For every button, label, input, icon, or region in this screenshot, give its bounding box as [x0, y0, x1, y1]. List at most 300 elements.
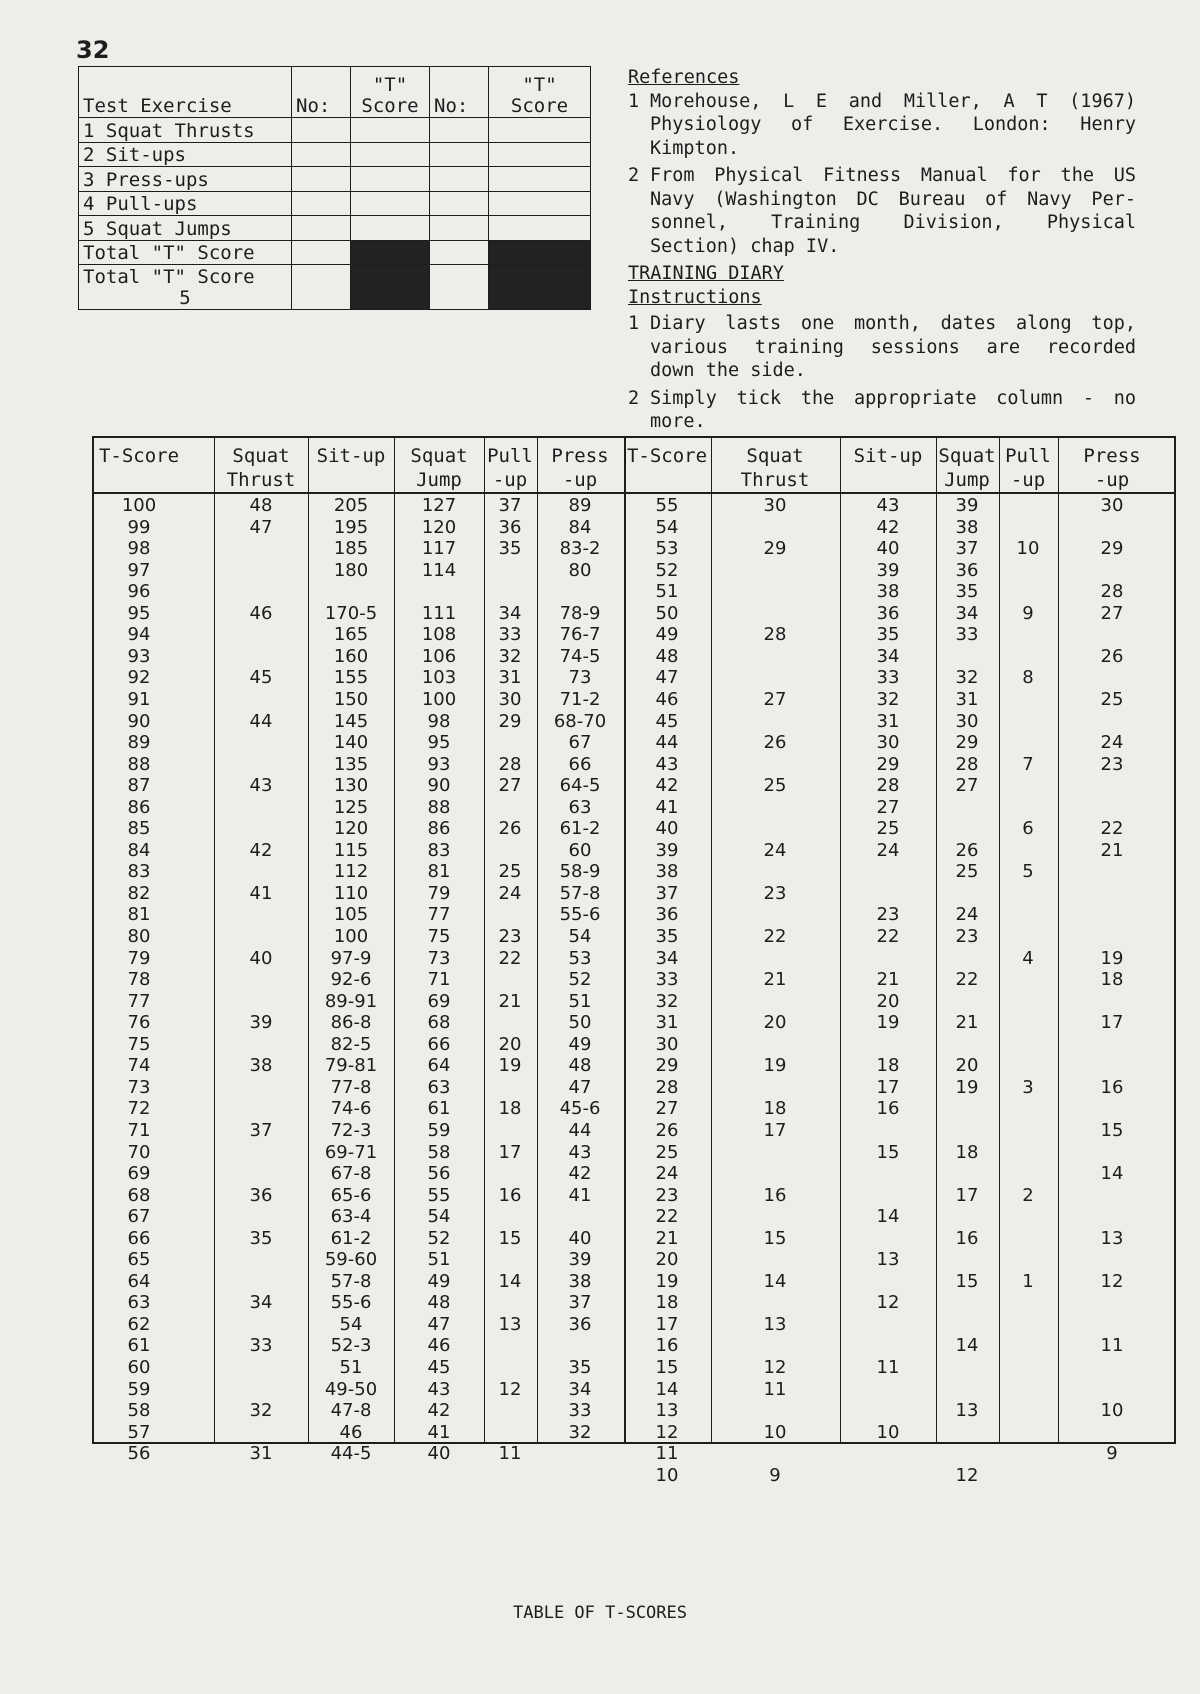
left-cell-squat-jump: 54: [427, 1206, 451, 1228]
right-cell-press-up: 24: [1100, 732, 1124, 754]
left-cell-squat-thrust: 35: [249, 1227, 273, 1249]
right-cell-squat-jump: 12: [955, 1464, 979, 1486]
left-cell-squat-thrust: 37: [249, 1119, 273, 1141]
right-cell-squat-jump: 27: [955, 775, 979, 797]
right-cell-sit-up: 15: [876, 1141, 900, 1163]
left-cell-pull-up: 13: [498, 1313, 522, 1335]
right-cell-pull-up: 9: [1022, 602, 1034, 624]
left-cell-sit-up: 125: [333, 796, 369, 818]
right-cell-sit-up: 23: [876, 904, 900, 926]
right-cell-sit-up: 28: [876, 775, 900, 797]
right-cell-squat-jump: 13: [955, 1400, 979, 1422]
left-cell-sit-up: 44-5: [330, 1443, 372, 1465]
right-cell-t-score: 31: [655, 1012, 679, 1034]
right-cell-squat-thrust: 15: [763, 1227, 787, 1249]
left-cell-t-score: 72: [127, 1098, 151, 1120]
header-no-2: No:: [430, 67, 489, 118]
right-cell-t-score: 54: [655, 516, 679, 538]
reference-2-line: Navy (Washington DC Bureau of Navy Per-: [650, 188, 1136, 210]
left-cell-press-up: 47: [568, 1076, 592, 1098]
reference-1-line: Kimpton.: [650, 137, 740, 159]
right-cell-press-up: 9: [1106, 1443, 1118, 1465]
left-cell-press-up: 57-8: [559, 882, 601, 904]
references-section: References 1 Morehouse, L E and Miller, A T (1967) Physiology of Exercise. London: Henry Kimpton. 2 From Physical Fitness Manual for the US Navy (Washington DC Bureau of Navy Per- sonnel, Training Division, Physical Section) chap IV. TRAINING DIARY Instructions 1 Diary lasts one month, dates along top, various training sessions are recorded down the side. 2 Simply tick the appropriate column - no more.: [628, 67, 1136, 432]
left-cell-t-score: 94: [127, 624, 151, 646]
right-cell-squat-thrust: 23: [763, 882, 787, 904]
left-cell-sit-up: 63-4: [330, 1206, 372, 1228]
left-cell-squat-jump: 108: [421, 624, 457, 646]
right-cell-pull-up: 10: [1016, 538, 1040, 560]
left-cell-sit-up: 46: [339, 1421, 363, 1443]
left-cell-pull-up: 31: [498, 667, 522, 689]
left-cell-sit-up: 47-8: [330, 1400, 372, 1422]
left-cell-t-score: 73: [127, 1076, 151, 1098]
left-cell-squat-jump: 71: [427, 969, 451, 991]
left-cell-press-up: 39: [568, 1249, 592, 1271]
left-cell-press-up: 50: [568, 1012, 592, 1034]
left-cell-press-up: 60: [568, 839, 592, 861]
table-caption: TABLE OF T-SCORES: [513, 1603, 687, 1623]
right-cell-sit-up: 14: [876, 1206, 900, 1228]
left-cell-sit-up: 145: [333, 710, 369, 732]
right-cell-press-up: 19: [1100, 947, 1124, 969]
left-cell-squat-jump: 93: [427, 753, 451, 775]
left-cell-sit-up: 120: [333, 818, 369, 840]
header-t-score-2: "T" Score: [489, 67, 591, 118]
right-cell-sit-up: 12: [876, 1292, 900, 1314]
left-cell-sit-up: 105: [333, 904, 369, 926]
references-heading: References: [628, 67, 740, 88]
left-cell-pull-up: 21: [498, 990, 522, 1012]
instructions-heading: Instructions: [628, 286, 762, 308]
right-cell-t-score: 43: [655, 753, 679, 775]
row-sit-ups: 2 Sit-ups: [79, 142, 292, 167]
right-cell-squat-jump: 33: [955, 624, 979, 646]
left-header-squat-jump: Squat Jump: [410, 445, 468, 491]
left-cell-t-score: 80: [127, 926, 151, 947]
left-cell-sit-up: 205: [333, 495, 369, 516]
right-cell-t-score: 40: [655, 818, 679, 840]
right-cell-pull-up: 1: [1022, 1270, 1034, 1292]
right-cell-squat-jump: 31: [955, 688, 979, 710]
left-cell-press-up: 34: [568, 1378, 592, 1400]
left-cell-press-up: 84: [568, 516, 592, 538]
left-cell-pull-up: 14: [498, 1270, 522, 1292]
right-cell-sit-up: 29: [876, 753, 900, 775]
left-cell-squat-jump: 40: [427, 1443, 451, 1465]
left-cell-press-up: 37: [568, 1292, 592, 1314]
right-cell-squat-jump: 30: [955, 710, 979, 732]
right-cell-squat-thrust: 12: [763, 1357, 787, 1378]
left-cell-t-score: 59: [127, 1378, 151, 1400]
left-cell-t-score: 89: [127, 732, 151, 754]
left-cell-press-up: 80: [568, 559, 592, 581]
right-cell-sit-up: 20: [876, 990, 900, 1012]
left-cell-press-up: 40: [568, 1227, 592, 1249]
left-cell-pull-up: 27: [498, 775, 522, 797]
score-record-table: [78, 66, 591, 310]
right-cell-sit-up: 21: [876, 969, 900, 991]
left-cell-sit-up: 79-81: [324, 1055, 378, 1077]
blacked-out-cell: [489, 240, 591, 265]
left-cell-pull-up: 36: [498, 516, 522, 538]
left-cell-sit-up: 135: [333, 753, 369, 775]
right-header-squat-jump: Squat Jump: [938, 445, 996, 491]
right-cell-squat-jump: 24: [955, 904, 979, 926]
right-cell-pull-up: 2: [1022, 1184, 1034, 1206]
left-cell-squat-thrust: 46: [249, 602, 273, 624]
right-cell-squat-thrust: 17: [763, 1119, 787, 1141]
left-cell-press-up: 36: [568, 1313, 592, 1335]
right-cell-t-score: 27: [655, 1098, 679, 1120]
left-cell-squat-thrust: 34: [249, 1292, 273, 1314]
left-cell-squat-jump: 73: [427, 947, 451, 969]
left-cell-t-score: 84: [127, 839, 151, 861]
diary-instruction-2: Simply tick the appropriate column - no: [650, 387, 1136, 409]
left-cell-sit-up: 52-3: [330, 1335, 372, 1357]
left-cell-squat-jump: 88: [427, 796, 451, 818]
left-cell-sit-up: 82-5: [330, 1033, 372, 1055]
left-header-squat-thrust: Squat Thrust: [226, 445, 296, 491]
right-cell-sit-up: 35: [876, 624, 900, 646]
right-cell-t-score: 32: [655, 990, 679, 1012]
left-cell-sit-up: 77-8: [330, 1076, 372, 1098]
left-cell-squat-thrust: 41: [249, 882, 273, 904]
right-cell-press-up: 21: [1100, 839, 1124, 861]
right-cell-t-score: 35: [655, 926, 679, 947]
left-cell-sit-up: 92-6: [330, 969, 372, 991]
left-cell-pull-up: 15: [498, 1227, 522, 1249]
left-header-press-up: Press -up: [551, 445, 609, 491]
left-cell-press-up: 45-6: [559, 1098, 601, 1120]
right-cell-squat-jump: 37: [955, 538, 979, 560]
left-cell-sit-up: 170-5: [324, 602, 378, 624]
left-cell-sit-up: 160: [333, 645, 369, 667]
left-cell-t-score: 83: [127, 861, 151, 883]
row-press-ups: 3 Press-ups: [79, 167, 292, 192]
right-cell-t-score: 44: [655, 732, 679, 754]
left-cell-squat-thrust: 36: [249, 1184, 273, 1206]
right-cell-t-score: 52: [655, 559, 679, 581]
right-cell-t-score: 38: [655, 861, 679, 883]
left-cell-press-up: 71-2: [559, 688, 601, 710]
left-cell-pull-up: 28: [498, 753, 522, 775]
right-cell-squat-jump: 39: [955, 495, 979, 516]
left-cell-squat-jump: 81: [427, 861, 451, 883]
right-cell-squat-jump: 18: [955, 1141, 979, 1163]
left-cell-t-score: 57: [127, 1421, 151, 1443]
left-cell-sit-up: 180: [333, 559, 369, 581]
left-cell-press-up: 53: [568, 947, 592, 969]
right-cell-squat-jump: 23: [955, 926, 979, 947]
left-cell-t-score: 99: [127, 516, 151, 538]
right-cell-t-score: 13: [655, 1400, 679, 1422]
training-diary-heading: TRAINING DIARY: [628, 263, 784, 284]
left-cell-squat-thrust: 42: [249, 839, 273, 861]
right-cell-sit-up: 24: [876, 839, 900, 861]
right-cell-t-score: 26: [655, 1119, 679, 1141]
left-cell-squat-jump: 58: [427, 1141, 451, 1163]
right-cell-press-up: 30: [1100, 495, 1124, 516]
right-cell-t-score: 16: [655, 1335, 679, 1357]
left-cell-squat-jump: 79: [427, 882, 451, 904]
right-cell-t-score: 33: [655, 969, 679, 991]
right-cell-squat-thrust: 10: [763, 1421, 787, 1443]
right-cell-press-up: 25: [1100, 688, 1124, 710]
left-cell-press-up: 44: [568, 1119, 592, 1141]
left-cell-press-up: 76-7: [559, 624, 601, 646]
right-cell-t-score: 49: [655, 624, 679, 646]
left-cell-t-score: 88: [127, 753, 151, 775]
left-header-sit-up: Sit-up: [316, 445, 386, 467]
left-cell-sit-up: 72-3: [330, 1119, 372, 1141]
left-cell-squat-thrust: 48: [249, 495, 273, 516]
left-cell-t-score: 74: [127, 1055, 151, 1077]
right-cell-t-score: 15: [655, 1357, 679, 1378]
right-cell-t-score: 50: [655, 602, 679, 624]
header-test-exercise: Test Exercise: [79, 67, 292, 118]
blacked-out-cell: [489, 265, 591, 310]
reference-2-line: From Physical Fitness Manual for the US: [650, 165, 1136, 186]
left-cell-t-score: 96: [127, 581, 151, 603]
left-cell-pull-up: 17: [498, 1141, 522, 1163]
left-cell-t-score: 71: [127, 1119, 151, 1141]
right-cell-sit-up: 43: [876, 495, 900, 516]
left-cell-press-up: 54: [568, 926, 592, 947]
left-cell-sit-up: 165: [333, 624, 369, 646]
right-cell-pull-up: 8: [1022, 667, 1034, 689]
left-cell-squat-thrust: 32: [249, 1400, 273, 1422]
right-cell-sit-up: 27: [876, 796, 900, 818]
left-cell-squat-jump: 42: [427, 1400, 451, 1422]
left-cell-press-up: 58-9: [559, 861, 601, 883]
reference-1-line: Physiology of Exercise. London: Henry: [650, 114, 1136, 135]
left-cell-sit-up: 54: [339, 1313, 363, 1335]
right-cell-press-up: 28: [1100, 581, 1124, 603]
right-cell-squat-thrust: 14: [763, 1270, 787, 1292]
left-cell-t-score: 65: [127, 1249, 151, 1271]
left-cell-pull-up: 11: [498, 1443, 522, 1465]
left-cell-squat-jump: 49: [427, 1270, 451, 1292]
left-cell-squat-thrust: 31: [249, 1443, 273, 1465]
left-cell-press-up: 73: [568, 667, 592, 689]
right-cell-t-score: 36: [655, 904, 679, 926]
left-cell-squat-jump: 117: [421, 538, 457, 560]
reference-2-line: sonnel, Training Division, Physical: [650, 212, 1136, 233]
left-cell-press-up: 63: [568, 796, 592, 818]
right-cell-t-score: 48: [655, 645, 679, 667]
left-cell-t-score: 92: [127, 667, 151, 689]
right-cell-sit-up: 25: [876, 818, 900, 840]
left-cell-sit-up: 65-6: [330, 1184, 372, 1206]
left-cell-squat-jump: 56: [427, 1163, 451, 1185]
left-header-pull-up: Pull -up: [487, 445, 533, 491]
left-cell-sit-up: 55-6: [330, 1292, 372, 1314]
left-cell-sit-up: 86-8: [330, 1012, 372, 1034]
left-cell-pull-up: 34: [498, 602, 522, 624]
left-cell-t-score: 79: [127, 947, 151, 969]
left-cell-squat-jump: 100: [421, 688, 457, 710]
left-cell-pull-up: 32: [498, 645, 522, 667]
right-cell-pull-up: 5: [1022, 861, 1034, 883]
right-cell-sit-up: 32: [876, 688, 900, 710]
right-header-pull-up: Pull -up: [1005, 445, 1051, 491]
right-cell-sit-up: 33: [876, 667, 900, 689]
left-cell-sit-up: 185: [333, 538, 369, 560]
row-squat-jumps: 5 Squat Jumps: [79, 216, 292, 241]
right-cell-squat-thrust: 28: [763, 624, 787, 646]
left-cell-squat-jump: 55: [427, 1184, 451, 1206]
left-cell-press-up: 41: [568, 1184, 592, 1206]
row-pull-ups: 4 Pull-ups: [79, 191, 292, 216]
right-cell-squat-jump: 21: [955, 1012, 979, 1034]
right-cell-sit-up: 40: [876, 538, 900, 560]
right-cell-sit-up: 11: [876, 1357, 900, 1378]
right-cell-t-score: 10: [655, 1464, 679, 1486]
right-cell-squat-thrust: 26: [763, 732, 787, 754]
right-cell-squat-jump: 22: [955, 969, 979, 991]
left-cell-pull-up: 23: [498, 926, 522, 947]
left-cell-pull-up: 30: [498, 688, 522, 710]
left-cell-press-up: 43: [568, 1141, 592, 1163]
row-total-t-score: Total "T" Score: [79, 240, 292, 265]
page-number: 32: [76, 36, 110, 64]
left-cell-t-score: 100: [121, 495, 157, 516]
right-cell-sit-up: 22: [876, 926, 900, 947]
left-cell-squat-jump: 66: [427, 1033, 451, 1055]
left-cell-press-up: 68-70: [553, 710, 607, 732]
right-cell-t-score: 28: [655, 1076, 679, 1098]
right-cell-press-up: 10: [1100, 1400, 1124, 1422]
left-cell-pull-up: 19: [498, 1055, 522, 1077]
left-cell-squat-jump: 114: [421, 559, 457, 581]
left-cell-squat-thrust: 39: [249, 1012, 273, 1034]
right-cell-sit-up: 17: [876, 1076, 900, 1098]
header-no-1: No:: [292, 67, 351, 118]
left-cell-t-score: 85: [127, 818, 151, 840]
right-header-squat-thrust: Squat Thrust: [740, 445, 810, 491]
left-cell-squat-jump: 61: [427, 1098, 451, 1120]
left-cell-t-score: 87: [127, 775, 151, 797]
right-cell-sit-up: 30: [876, 732, 900, 754]
left-cell-press-up: 32: [568, 1421, 592, 1443]
right-cell-press-up: 14: [1100, 1163, 1124, 1185]
right-cell-press-up: 13: [1100, 1227, 1124, 1249]
left-cell-t-score: 56: [127, 1443, 151, 1465]
left-cell-t-score: 68: [127, 1184, 151, 1206]
left-cell-pull-up: 20: [498, 1033, 522, 1055]
left-cell-t-score: 70: [127, 1141, 151, 1163]
right-cell-t-score: 18: [655, 1292, 679, 1314]
left-cell-squat-thrust: 38: [249, 1055, 273, 1077]
left-cell-squat-jump: 106: [421, 645, 457, 667]
right-cell-t-score: 41: [655, 796, 679, 818]
right-cell-t-score: 46: [655, 688, 679, 710]
right-cell-squat-thrust: 11: [763, 1378, 787, 1400]
left-cell-sit-up: 110: [333, 882, 369, 904]
right-header-press-up: Press -up: [1083, 445, 1141, 491]
right-cell-squat-thrust: 22: [763, 926, 787, 947]
right-cell-t-score: 51: [655, 581, 679, 603]
left-cell-squat-jump: 48: [427, 1292, 451, 1314]
right-cell-squat-jump: 19: [955, 1076, 979, 1098]
left-cell-sit-up: 49-50: [324, 1378, 378, 1400]
reference-1-line: Morehouse, L E and Miller, A T (1967): [650, 90, 1136, 112]
left-cell-squat-jump: 43: [427, 1378, 451, 1400]
right-cell-sit-up: 18: [876, 1055, 900, 1077]
left-cell-press-up: 49: [568, 1033, 592, 1055]
left-cell-squat-thrust: 47: [249, 516, 273, 538]
diary-instruction-2: more.: [650, 411, 706, 432]
left-cell-press-up: 89: [568, 495, 592, 516]
right-cell-sit-up: 31: [876, 710, 900, 732]
left-cell-press-up: 64-5: [559, 775, 601, 797]
left-cell-squat-thrust: 44: [249, 710, 273, 732]
left-cell-t-score: 60: [127, 1357, 151, 1378]
right-cell-squat-jump: 17: [955, 1184, 979, 1206]
row-average-t-score: Total "T" Score 5: [79, 265, 292, 310]
right-cell-t-score: 29: [655, 1055, 679, 1077]
right-cell-press-up: 16: [1100, 1076, 1124, 1098]
left-cell-sit-up: 59-60: [324, 1249, 378, 1271]
left-cell-squat-jump: 120: [421, 516, 457, 538]
left-cell-press-up: 33: [568, 1400, 592, 1422]
left-cell-squat-jump: 68: [427, 1012, 451, 1034]
right-cell-t-score: 12: [655, 1421, 679, 1443]
right-cell-squat-thrust: 27: [763, 688, 787, 710]
right-cell-squat-thrust: 21: [763, 969, 787, 991]
left-cell-squat-thrust: 33: [249, 1335, 273, 1357]
right-cell-t-score: 11: [655, 1443, 679, 1465]
right-cell-squat-jump: 32: [955, 667, 979, 689]
left-cell-pull-up: 24: [498, 882, 522, 904]
right-cell-pull-up: 7: [1022, 753, 1034, 775]
left-cell-sit-up: 67-8: [330, 1163, 372, 1185]
right-cell-t-score: 34: [655, 947, 679, 969]
right-cell-t-score: 20: [655, 1249, 679, 1271]
left-cell-pull-up: 25: [498, 861, 522, 883]
right-cell-t-score: 42: [655, 775, 679, 797]
right-cell-squat-thrust: 24: [763, 839, 787, 861]
left-cell-pull-up: 18: [498, 1098, 522, 1120]
right-cell-t-score: 53: [655, 538, 679, 560]
right-cell-t-score: 47: [655, 667, 679, 689]
left-cell-t-score: 61: [127, 1335, 151, 1357]
left-cell-press-up: 42: [568, 1163, 592, 1185]
left-cell-sit-up: 57-8: [330, 1270, 372, 1292]
left-cell-squat-jump: 90: [427, 775, 451, 797]
left-cell-squat-thrust: 43: [249, 775, 273, 797]
left-cell-squat-jump: 77: [427, 904, 451, 926]
left-cell-t-score: 62: [127, 1313, 151, 1335]
left-cell-t-score: 69: [127, 1163, 151, 1185]
left-cell-t-score: 77: [127, 990, 151, 1012]
t-score-table: [92, 436, 1176, 1486]
right-cell-squat-thrust: 25: [763, 775, 787, 797]
right-cell-t-score: 37: [655, 882, 679, 904]
left-cell-t-score: 90: [127, 710, 151, 732]
diary-instruction-1: down the side.: [650, 360, 806, 381]
left-cell-t-score: 76: [127, 1012, 151, 1034]
left-cell-pull-up: 26: [498, 818, 522, 840]
left-cell-t-score: 95: [127, 602, 151, 624]
left-cell-t-score: 58: [127, 1400, 151, 1422]
right-cell-sit-up: 19: [876, 1012, 900, 1034]
right-cell-press-up: 27: [1100, 602, 1124, 624]
left-cell-squat-jump: 127: [421, 495, 457, 516]
left-cell-t-score: 86: [127, 796, 151, 818]
right-cell-squat-jump: 36: [955, 559, 979, 581]
